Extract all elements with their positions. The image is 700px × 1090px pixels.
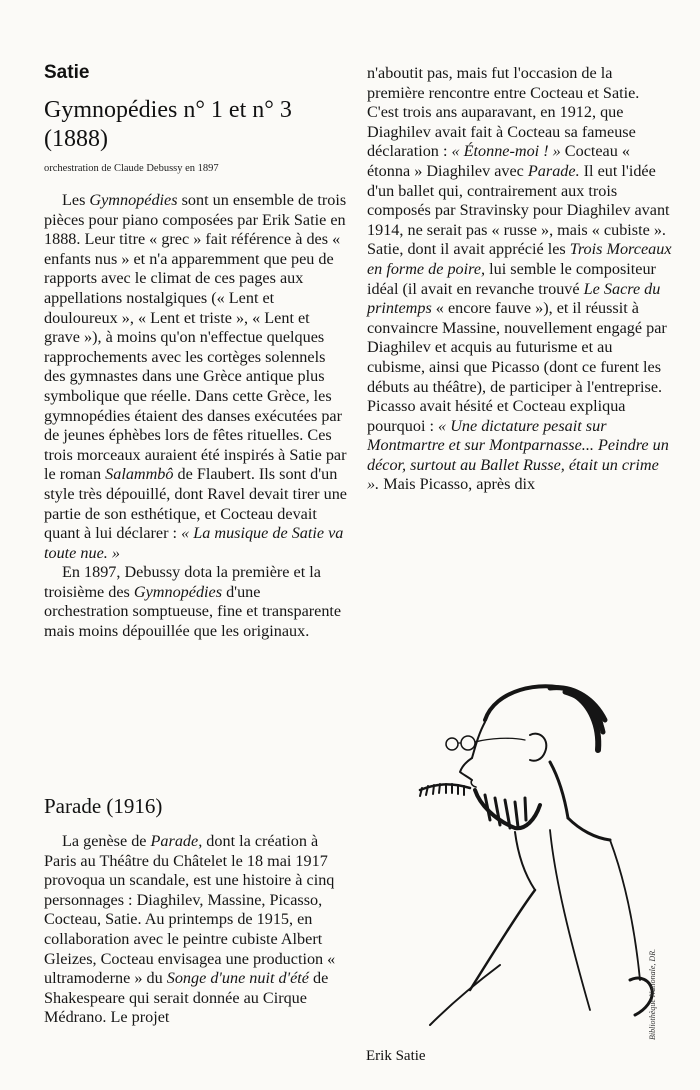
gymnopedies-paragraph-2 <box>44 563 348 641</box>
text-run: Il eut l'idée d'un ballet qui, contrairement aux trois composés par Stravinsky pour Diaghilev avant 1914, ne serait pas « russe », mais « cubiste ». Satie, dont il avait apprécié les <box>367 161 670 259</box>
text-run: Mais Picasso, après dix <box>379 475 536 494</box>
text-run: n'aboutit pas, mais fut l'occasion de la première rencontre entre Cocteau et Satie. C'est trois ans auparavant, en 1912, que Diaghilev avait fait à Cocteau sa fameuse déclaration : <box>367 64 640 161</box>
gymnopedies-body <box>44 191 348 642</box>
gymnopedies-paragraph-1 <box>44 191 348 563</box>
text-run: de Flaubert. Ils sont d'un style très dépouillé, dont Ravel devait tirer une partie de son esthétique, et Cocteau devait quant à lui déclarer : <box>44 465 347 543</box>
text-run: sont un ensemble de trois pièces pour piano composées par Erik Satie en 1888. Leur titre « grec » fait référence à des « enfants nus » et n'a apparemment que peu de rapports avec le climat de ces pages aux appellations nostalgiques (« Lent et douloureux », « Lent et triste », « Lent et grave »), à moins qu'on n'effectue quelques rapprochements avec les cortèges solennels des gymnastes dans une Grèce antique plus symbolique que réelle. Dans cette Grèce, les gymnopédies étaient des danses exécutées par de jeunes éphèbes lors de fêtes rituelles. Ces trois morceaux auraient été inspirés à Satie par le roman <box>44 191 347 484</box>
parade-body <box>44 832 348 1028</box>
piece-title: Gymnopédies n° 1 et n° 3 (1888) <box>44 97 292 152</box>
parade-paragraph-continued <box>367 64 672 495</box>
illustration-credit: Bibliothèque Nationale, DR. <box>648 948 657 1040</box>
illustration-caption: Erik Satie <box>366 1048 426 1064</box>
text-run: lui semble le compositeur idéal (il avait en revanche trouvé <box>367 259 656 298</box>
italic-run: « La musique de Satie va toute nue. » <box>44 524 344 562</box>
text-run: Les <box>62 191 90 209</box>
italic-run: Le Sacre du printemps <box>367 279 661 318</box>
text-run: de Shakespeare qui serait donnée au Cirque Médrano. Le projet <box>44 969 329 1027</box>
text-run: « encore fauve »), et il réussit à convaincre Massine, nouvellement engagé par Diaghilev et acquis au futurisme et au cubisme, ainsi que Picasso (dont ce furent les débuts au théâtre), de participer à l'entreprise. Picasso avait hésité et Cocteau expliqua pourquoi : <box>367 299 667 435</box>
italic-run: Gymnopédies <box>89 191 178 209</box>
italic-run: Trois Morceaux en forme de poire, <box>367 240 672 278</box>
parade-paragraph-1 <box>44 832 348 1028</box>
text-run: En 1897, Debussy dota la première et la troisième des <box>44 563 321 601</box>
italic-run: Parade, <box>150 832 203 850</box>
italic-run: Salammbô <box>105 465 174 484</box>
italic-run: Parade. <box>527 161 580 180</box>
composer-heading: Satie <box>44 62 90 83</box>
text-run: dont la création à Paris au Théâtre du Châtelet le 18 mai 1917 provoqua un scandale, est une histoire à cinq personnages : Diaghilev, Massine, Picasso, Cocteau, Satie. Au printemps de 1915, en collaboration avec le peintre cubiste Albert Gleizes, Cocteau envisagea une production « ultramoderne » du <box>44 832 336 988</box>
right-column-text <box>367 64 672 495</box>
italic-run: « Étonne-moi ! » <box>451 142 561 161</box>
text-run: d'une orchestration somptueuse, fine et transparente mais moins dépouillée que les originaux. <box>44 582 342 641</box>
text-run: La genèse de <box>62 832 151 850</box>
italic-run: « Une dictature pesait sur Montmartre et sur Montparnasse... Peindre un décor, surtout au Ballet Russe, était un crime ». <box>367 416 669 494</box>
italic-run: Gymnopédies <box>133 582 223 601</box>
text-run: Cocteau « étonna » Diaghilev avec <box>367 142 630 180</box>
parade-heading: Parade (1916) <box>44 794 163 818</box>
italic-run: Songe d'une nuit d'été <box>166 969 309 988</box>
orchestration-credit: orchestration de Claude Debussy en 1897 <box>44 163 219 174</box>
erik-satie-portrait-sketch <box>400 680 670 1045</box>
